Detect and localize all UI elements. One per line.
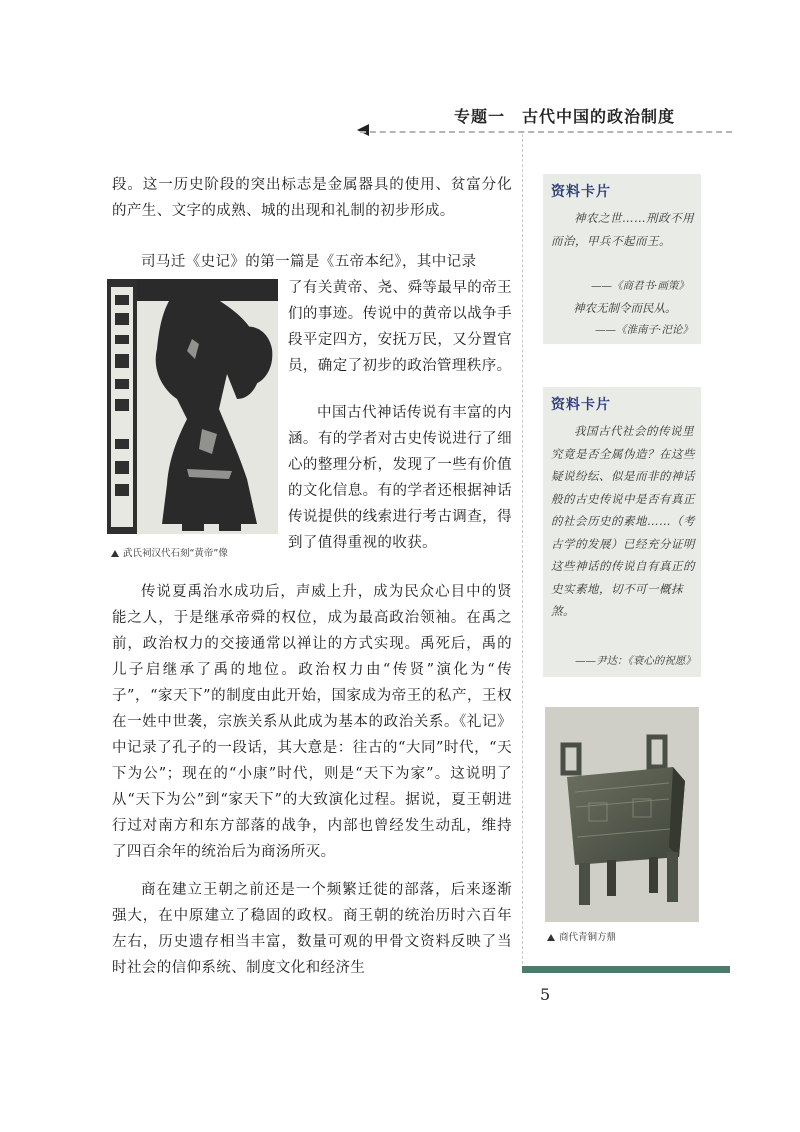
page-number: 5 [540, 985, 551, 1004]
info-card-1-title: 资料卡片 [551, 184, 611, 200]
paragraph-1: 段。这一历史阶段的突出标志是金属器具的使用、贫富分化的产生、文字的成熟、城的出现和礼制的初步形成。 [112, 177, 512, 219]
info-card-2-title: 资料卡片 [551, 397, 611, 413]
paragraph-2-wrap: 了有关黄帝、尧、舜等最早的帝王们的事迹。传说中的黄帝以战争手段平定四方，安抚万民，又分置官员，确定了初步的政治管理秩序。 [288, 280, 512, 374]
paragraph-4: 传说夏禹治水成功后，声威上升，成为民众心目中的贤能之人，于是继承帝舜的权位，成为最高政治领袖。在禹之前，政治权力的交接通常以禅让的方式实现。禹死后，禹的儿子启继承了禹的地位。政治权力由“传贤”演化为“传子”，“家天下”的制度由此开始，国家成为帝王的私产，王权在一姓中世袭，宗族关系从此成为基本的政治关系。《礼记》中记录了孔子的一段话，其大意是：往古的“大同”时代，“天下为公”；现在的“小康”时代，则是“天下为家”。这说明了从“天下为公”到“家天下”的大致演化过程。据说，夏王朝进行过对南方和东方部落的战争，内部也曾经发生动乱，维持了四百余年的统治后为商汤所灭。 [112, 584, 512, 860]
column-divider [522, 134, 523, 964]
info-card-1-cite-1: ——《商君书·画策》 [591, 280, 689, 292]
figure-1-caption [111, 545, 291, 559]
info-card-1-cite-2: ——《淮南子·汜论》 [595, 324, 693, 336]
figure-2-caption [547, 929, 697, 943]
info-card-1 [543, 174, 701, 344]
caption-triangle-icon [547, 934, 555, 941]
figure-2-caption-text: 商代青铜方鼎 [559, 932, 617, 943]
caption-triangle-icon [111, 550, 119, 557]
footer-bar [522, 966, 730, 973]
info-card-2-cite: ——尹达：《衰心的祝愿》 [575, 655, 696, 667]
paragraph-2-first-line: 司马迁《史记》的第一篇是《五帝本纪》，其中记录 [141, 254, 477, 270]
header-rule [360, 131, 732, 133]
info-card-2-body: 我国古代社会的传说里究竟是否全属伪造？在这些疑说纷纭、似是而非的神话般的古史传说中是否有真正的社会历史的素地……（考古学的发展）已经充分证明这些神话的传说自有真正的史实素地，切不可一概抹煞。 [551, 424, 695, 618]
chapter-title: 专题一 古代中国的政治制度 [453, 107, 675, 126]
huangdi-rubbing-image [107, 279, 278, 534]
bronze-ding-image [545, 707, 699, 922]
figure-1-caption-text: 武氏祠汉代石刻“黄帝”像 [123, 548, 228, 559]
info-card-2 [543, 387, 701, 677]
paragraph-3: 中国古代神话传说有丰富的内涵。有的学者对古史传说进行了细心的整理分析，发现了一些有价值的文化信息。有的学者还根据神话传说提供的线索进行考古调查，得到了值得重视的收获。 [288, 405, 512, 551]
header-arrow-icon [357, 124, 369, 136]
info-card-1-body: 神农之世……刑政不用而治，甲兵不起而王。 [551, 211, 694, 248]
info-card-1-line-2: 神农无制令而民从。 [573, 301, 677, 315]
paragraph-5: 商在建立王朝之前还是一个频繁迁徙的部落，后来逐渐强大，在中原建立了稳固的政权。商王朝的统治历时六百年左右，历史遗存相当丰富，数量可观的甲骨文资料反映了当时社会的信仰系统、制度文化和经济生 [112, 882, 512, 976]
